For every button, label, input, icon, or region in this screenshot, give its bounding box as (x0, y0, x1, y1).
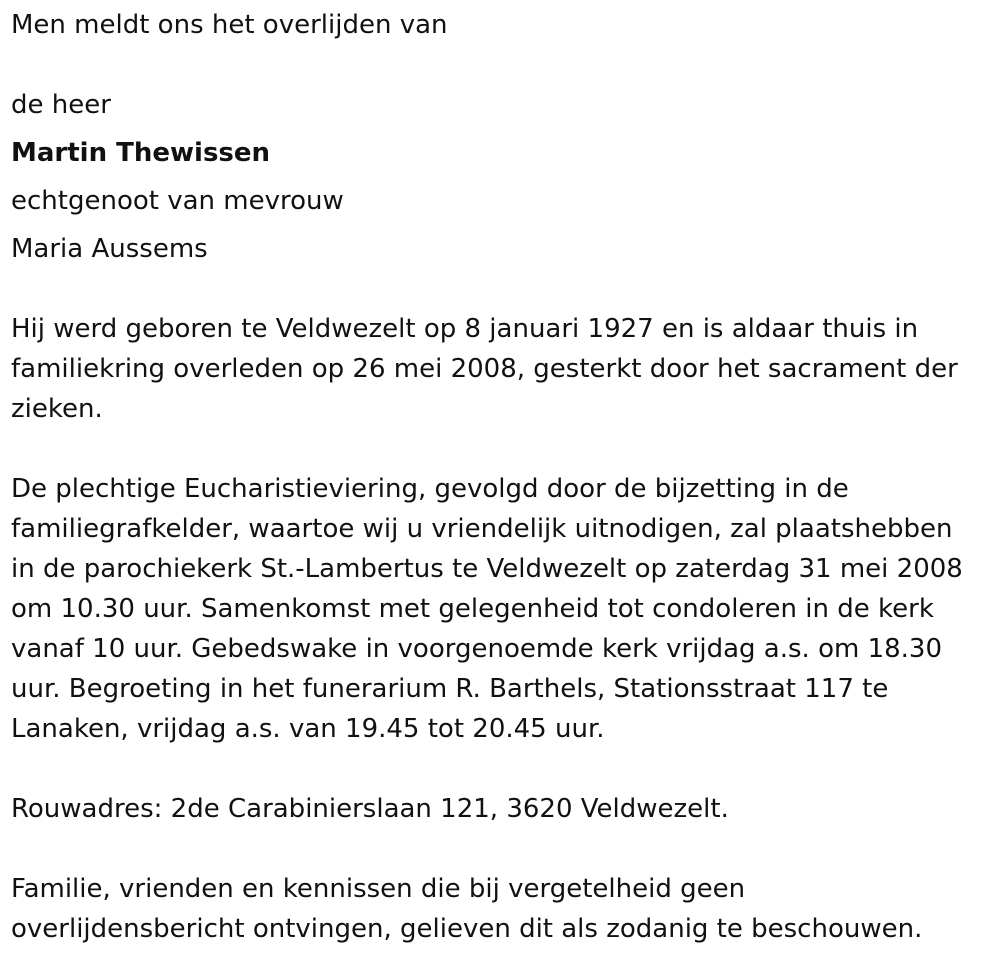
paragraph-line: overlijdensbericht ontvingen, gelieven dit als zodanig te beschouwen. (11, 914, 923, 944)
spouse-line: echtgenoot van mevrouw (11, 186, 344, 216)
spacer (11, 429, 991, 469)
paragraph-line: in de parochiekerk St.-Lambertus te Veldwezelt op zaterdag 31 mei 2008 (11, 554, 963, 584)
obituary-notice (11, 5, 991, 949)
spacer (11, 829, 991, 869)
intro-line: Men meldt ons het overlijden van (11, 10, 448, 40)
deceased-name: Martin Thewissen (11, 138, 271, 168)
paragraph-line: vanaf 10 uur. Gebedswake in voorgenoemde kerk vrijdag a.s. om 18.30 (11, 634, 943, 664)
closing-paragraph (11, 869, 991, 949)
spacer (11, 269, 991, 309)
paragraph-line: Hij werd geboren te Veldwezelt op 8 januari 1927 en is aldaar thuis in (11, 314, 919, 344)
mourning-address: Rouwadres: 2de Carabinierslaan 121, 3620 Veldwezelt. (11, 794, 729, 824)
spacer (11, 749, 991, 789)
ceremony-paragraph (11, 469, 991, 749)
paragraph-line: Lanaken, vrijdag a.s. van 19.45 tot 20.45 uur. (11, 714, 605, 744)
paragraph-line: familiekring overleden op 26 mei 2008, gesterkt door het sacrament der (11, 354, 958, 384)
paragraph-line: Familie, vrienden en kennissen die bij vergetelheid geen (11, 874, 746, 904)
paragraph-line: om 10.30 uur. Samenkomst met gelegenheid tot condoleren in de kerk (11, 594, 934, 624)
paragraph-line: De plechtige Eucharistieviering, gevolgd door de bijzetting in de (11, 474, 849, 504)
birth-paragraph (11, 309, 991, 429)
salutation: de heer (11, 90, 111, 120)
paragraph-line: zieken. (11, 394, 103, 424)
spouse-name: Maria Aussems (11, 234, 208, 264)
paragraph-line: familiegrafkelder, waartoe wij u vriendelijk uitnodigen, zal plaatshebben (11, 514, 953, 544)
spacer (11, 45, 991, 85)
paragraph-line: uur. Begroeting in het funerarium R. Barthels, Stationsstraat 117 te (11, 674, 889, 704)
